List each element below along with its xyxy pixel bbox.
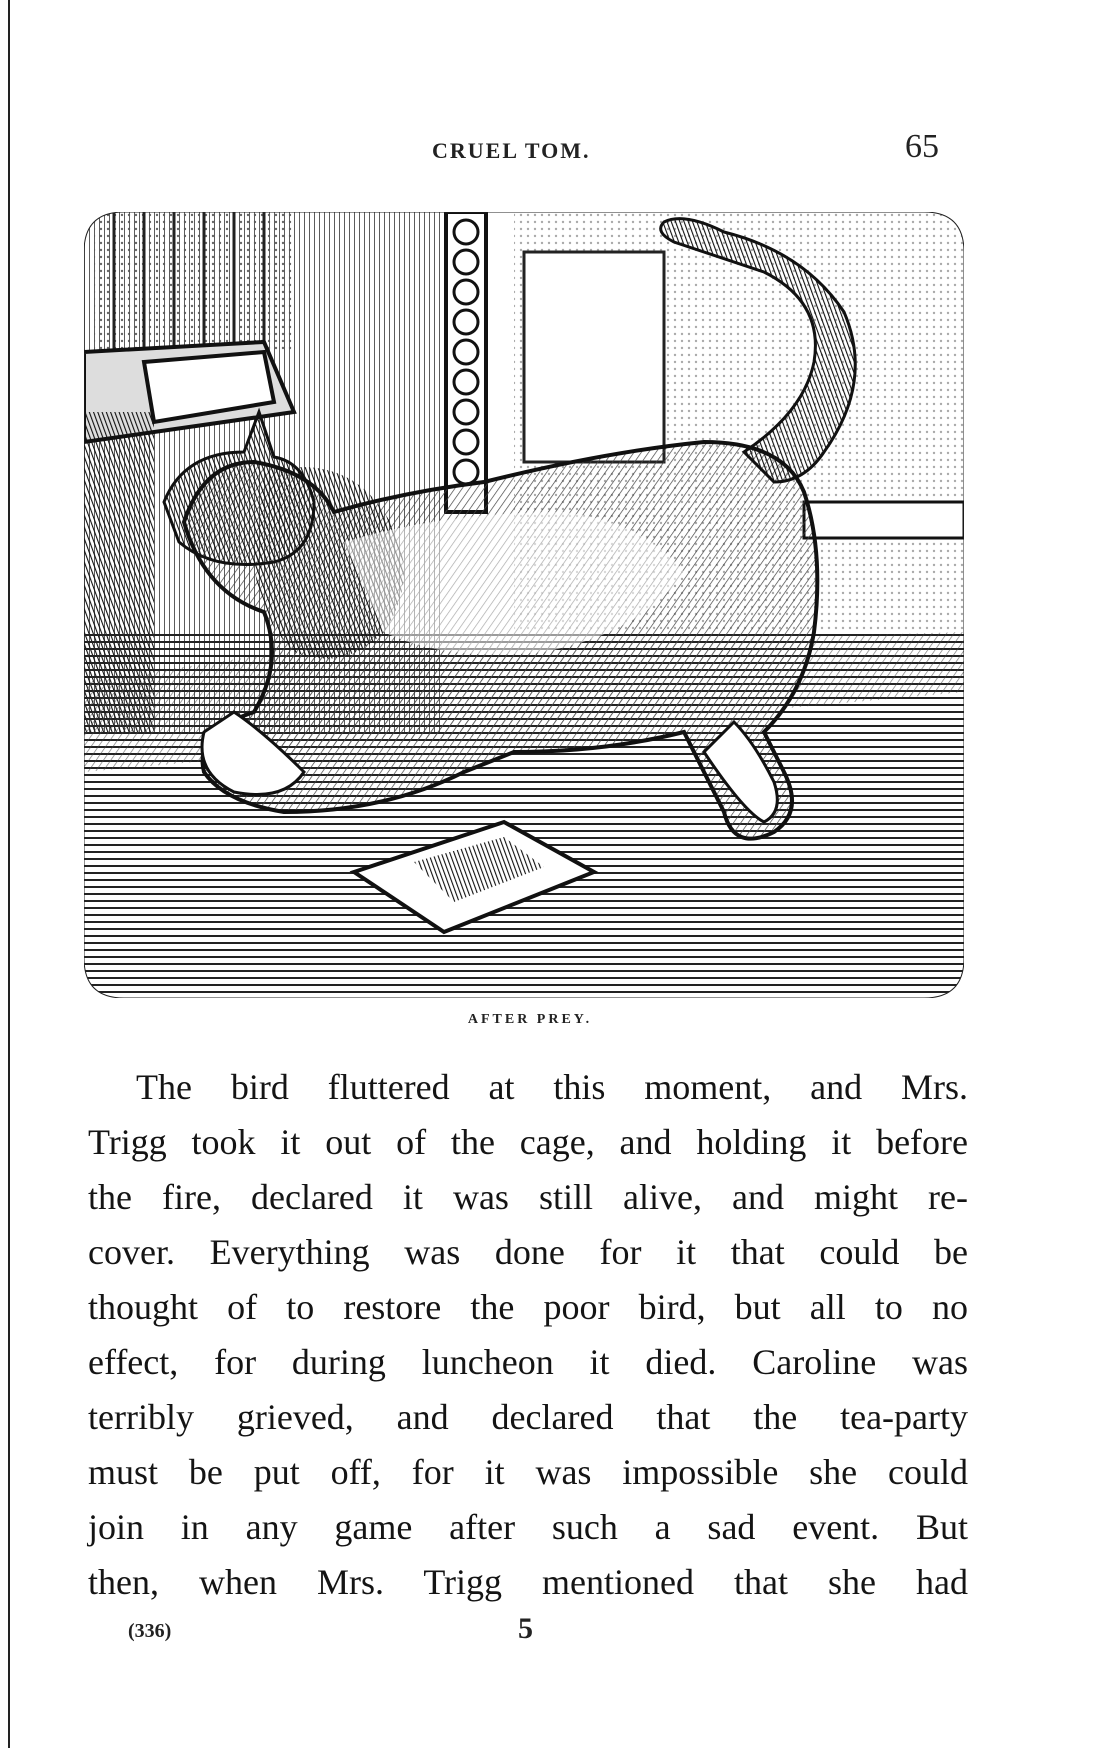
ornate-column <box>446 212 486 512</box>
text-line: join in any game after such a sad event. But <box>88 1507 968 1547</box>
window-frame <box>524 252 664 462</box>
text-line: terribly grieved, and declared that the tea-party <box>88 1397 968 1437</box>
text-line: must be put off, for it was impossible she could <box>88 1452 968 1492</box>
running-head <box>0 128 1105 172</box>
page-edge-rule <box>8 0 10 1748</box>
text-line: effect, for during luncheon it died. Caroline was <box>88 1342 968 1382</box>
text-line: The bird fluttered at this moment, and Mrs. <box>136 1067 968 1107</box>
text-line: the fire, declared it was still alive, and might re- <box>88 1177 968 1217</box>
text-line: then, when Mrs. Trigg mentioned that she had <box>88 1562 968 1602</box>
text-line: Trigg took it out of the cage, and holding it before <box>88 1122 968 1162</box>
text-line: cover. Everything was done for it that could be <box>88 1232 968 1272</box>
engraving-cat-illustration <box>84 212 964 998</box>
signature-mark: (336) <box>128 1620 172 1642</box>
page-number: 65 <box>905 128 939 165</box>
text-line: thought of to restore the poor bird, but all to no <box>88 1287 968 1327</box>
body-text <box>88 1060 968 1610</box>
signature-number: 5 <box>518 1612 533 1645</box>
illustration-caption: AFTER PREY. <box>467 1012 593 1027</box>
running-head-title: CRUEL TOM. <box>432 138 591 163</box>
